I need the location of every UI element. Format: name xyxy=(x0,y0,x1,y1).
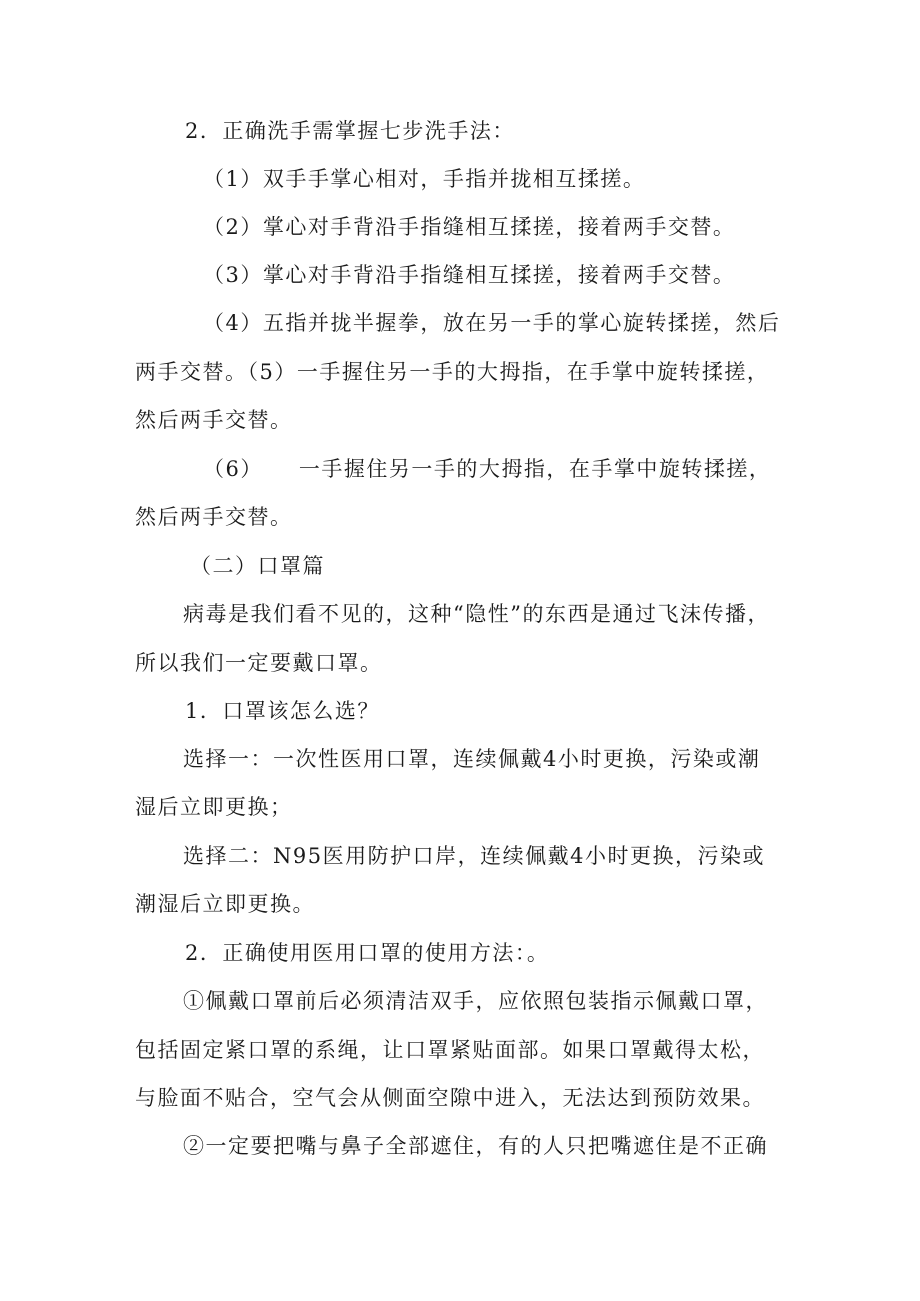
paragraph-virus-line1: 病毒是我们看不见的，这种“隐性”的东西是通过飞沫传播， xyxy=(183,602,770,626)
option-1-line2: 湿后立即更换； xyxy=(135,795,293,819)
step-1: （1）双手手掌心相对，手指并拢相互揉搓。 xyxy=(203,167,646,191)
option-2-line2: 潮湿后立即更换。 xyxy=(135,892,315,916)
subheading-choose-mask: 1．口罩该怎么选？ xyxy=(185,699,380,723)
subheading-use-mask: 2．正确使用医用口罩的使用方法：。 xyxy=(185,941,550,965)
step-3: （3）掌心对手背沿手指缝相互揉搓，接着两手交替。 xyxy=(203,263,736,287)
section-heading-mask: （二）口罩篇 xyxy=(190,554,325,578)
step-6-number: （6） xyxy=(203,457,263,481)
step-4-line1: （4）五指并拢半握拳，放在另一手的掌心旋转揉搓，然后 xyxy=(203,311,781,335)
step-6-line2: 然后两手交替。 xyxy=(135,505,293,529)
step-6-text: 一手握住另一手的大拇指，在手掌中旋转揉搓， xyxy=(298,457,772,481)
section-heading-handwashing: 2．正确洗手需掌握七步洗手法： xyxy=(185,119,515,143)
usage-1-line1: ①佩戴口罩前后必须清洁双手，应依照包装指示佩戴口罩， xyxy=(183,989,768,1013)
step-4-line3: 然后两手交替。 xyxy=(135,408,293,432)
usage-1-line2: 包括固定紧口罩的系绳，让口罩紧贴面部。如果口罩戴得太松， xyxy=(135,1038,765,1062)
usage-1-line3: 与脸面不贴合，空气会从侧面空隙中进入，无法达到预防效果。 xyxy=(135,1086,765,1110)
step-4-line2: 两手交替。（5）一手握住另一手的大拇指，在手掌中旋转揉搓， xyxy=(135,360,770,384)
step-6-line1 xyxy=(0,452,920,486)
paragraph-virus-line2: 所以我们一定要戴口罩。 xyxy=(135,651,383,675)
option-1-line1: 选择一：一次性医用口罩，连续佩戴4小时更换，污染或潮 xyxy=(183,747,761,771)
usage-2-line1: ②一定要把嘴与鼻子全部遮住，有的人只把嘴遮住是不正确 xyxy=(183,1134,768,1158)
step-2: （2）掌心对手背沿手指缝相互揉搓，接着两手交替。 xyxy=(203,215,736,239)
option-2-line1: 选择二：N95医用防护口岸，连续佩戴4小时更换，污染或 xyxy=(183,844,765,868)
